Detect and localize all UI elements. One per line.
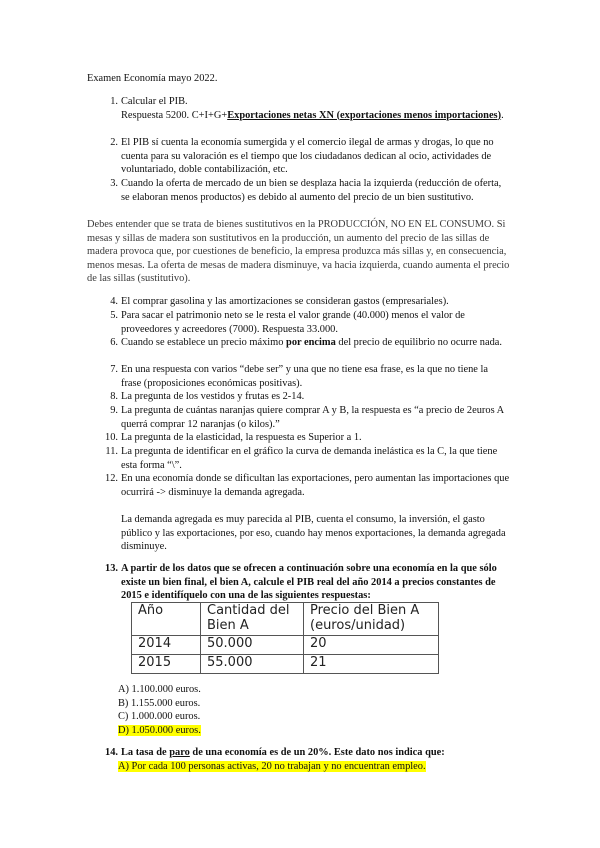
item-number: 12. <box>105 473 118 484</box>
item-text: A partir de los datos que se ofrecen a continuación sobre una economía en la que sólo existe un bien final, el bien A, calcule el PIB real del año 2014 a precios constantes de 2015 e identifíquelo con una de las siguientes respuestas: <box>121 563 497 602</box>
item-number: 13. <box>105 563 118 574</box>
table-cell: 20 <box>304 636 439 655</box>
list-item <box>100 746 510 760</box>
answer-line <box>118 760 426 774</box>
item-text: El PIB sí cuenta la economía sumergida y el comercio ilegal de armas y drogas, lo que no cuenta para su valoración es el tiempo que los ciudadanos dedican al ocio, actividades de voluntariado, doble contabilización, etc. <box>121 137 494 176</box>
list-item <box>100 336 510 350</box>
item-number: 6. <box>110 337 118 348</box>
answer-options <box>118 683 201 737</box>
table-cell: 55.000 <box>201 655 304 674</box>
item-number: 4. <box>110 296 118 307</box>
item-emphasis: por encima <box>286 337 336 348</box>
item-number: 10. <box>105 432 118 443</box>
list-item <box>100 295 510 309</box>
explanation-paragraph: La demanda agregada es muy parecida al PIB, cuenta el consumo, la inversión, el gasto público y las exportaciones, por eso, cuando hay menos exportaciones, la demanda agregada disminuye. <box>121 514 506 553</box>
list-item <box>100 177 510 204</box>
list-item <box>100 309 510 336</box>
item-number: 5. <box>110 310 118 321</box>
list-item <box>100 95 510 122</box>
list-item <box>100 562 510 603</box>
answer-option-highlighted: A) Por cada 100 personas activas, 20 no trabajan y no encuentran empleo. <box>118 761 426 772</box>
explanation-paragraph: Debes entender que se trata de bienes sustitutivos en la PRODUCCIÓN, NO EN EL CONSUMO. Si mesas y sillas de madera son sustitutivos en la producción, un aumento del precio de las sillas de madera provoca que, por cuestiones de beneficio, la empresa produzca más sillas y, en consecuencia, menos mesas. La oferta de mesas de madera disminuye, va hacia izquierda, cuando aumenta el precio de las sillas (sustitutivo). <box>87 219 510 285</box>
item-text: La pregunta de los vestidos y frutas es 2-14. <box>121 391 305 402</box>
table-cell: 2015 <box>132 655 201 674</box>
answer-option: A) 1.100.000 euros. <box>118 684 201 695</box>
list-item <box>100 431 510 445</box>
item-text: La tasa de <box>121 747 170 758</box>
table-header-cell: Precio del Bien A (euros/unidad) <box>304 603 439 636</box>
item-number: 3. <box>110 178 118 189</box>
table-row <box>132 655 439 674</box>
item-text: En una economía donde se dificultan las exportaciones, pero aumentan las importaciones que ocurrirá -> disminuye la demanda agregada. <box>121 473 510 498</box>
item-number: 14. <box>105 747 118 758</box>
answer-option-highlighted: D) 1.050.000 euros. <box>118 724 201 736</box>
item-number: 1. <box>110 96 118 107</box>
item-text: Para sacar el patrimonio neto se le resta el valor grande (40.000) menos el valor de proveedores y acreedores (7000). Respuesta 33.000. <box>121 310 465 335</box>
item-text: del precio de equilibrio no ocurre nada. <box>335 337 502 348</box>
table-header-cell: Cantidad del Bien A <box>201 603 304 636</box>
item-emphasis: Exportaciones netas XN (exportaciones menos importaciones) <box>227 109 502 121</box>
table-cell: 50.000 <box>201 636 304 655</box>
item-text: . <box>501 109 504 121</box>
document-title: Examen Economía mayo 2022. <box>87 73 218 84</box>
answer-option: B) 1.155.000 euros. <box>118 697 201 709</box>
item-text: En una respuesta con varios “debe ser” y una que no tiene esa frase, es la que no tiene la frase (proposiciones económicas positivas). <box>121 364 488 389</box>
list-item <box>100 445 510 472</box>
item-text: La pregunta de identificar en el gráfico la curva de demanda inelástica es la C, la que tiene esta forma “\”. <box>121 446 498 471</box>
item-number: 2. <box>110 137 118 148</box>
item-number: 9. <box>110 405 118 416</box>
item-number: 11. <box>105 446 118 457</box>
item-number: 7. <box>110 364 118 375</box>
item-text: de una economía es de un 20%. Este dato nos indica que: <box>189 747 445 758</box>
item-text: La pregunta de la elasticidad, la respuesta es Superior a 1. <box>121 432 362 443</box>
item-text: La pregunta de cuántas naranjas quiere comprar A y B, la respuesta es “a precio de 2euros A querrá comprar 12 naranjas (o kilos).” <box>121 405 504 430</box>
item-text: Respuesta 5200. C+I+G+ <box>121 109 228 121</box>
table-header-row <box>132 603 439 636</box>
item-text: Calcular el PIB. <box>121 96 188 107</box>
table-row <box>132 636 439 655</box>
list-item <box>100 136 510 177</box>
item-text: El comprar gasolina y las amortizaciones se consideran gastos (empresariales). <box>121 296 449 307</box>
list-item <box>100 363 510 390</box>
list-item <box>100 472 510 499</box>
table-cell: 2014 <box>132 636 201 655</box>
item-number: 8. <box>110 391 118 402</box>
table-header-cell: Año <box>132 603 201 636</box>
answer-option: C) 1.000.000 euros. <box>118 711 201 723</box>
data-table <box>131 602 439 674</box>
list-item <box>100 404 510 431</box>
table-cell: 21 <box>304 655 439 674</box>
item-emphasis: paro <box>169 747 190 758</box>
item-text: Cuando la oferta de mercado de un bien se desplaza hacia la izquierda (reducción de oferta, se elaboran menos productos) es debido al aumento del precio de un bien sustitutivo. <box>121 178 502 203</box>
item-text: Cuando se establece un precio máximo <box>121 337 287 348</box>
list-item <box>100 390 510 404</box>
